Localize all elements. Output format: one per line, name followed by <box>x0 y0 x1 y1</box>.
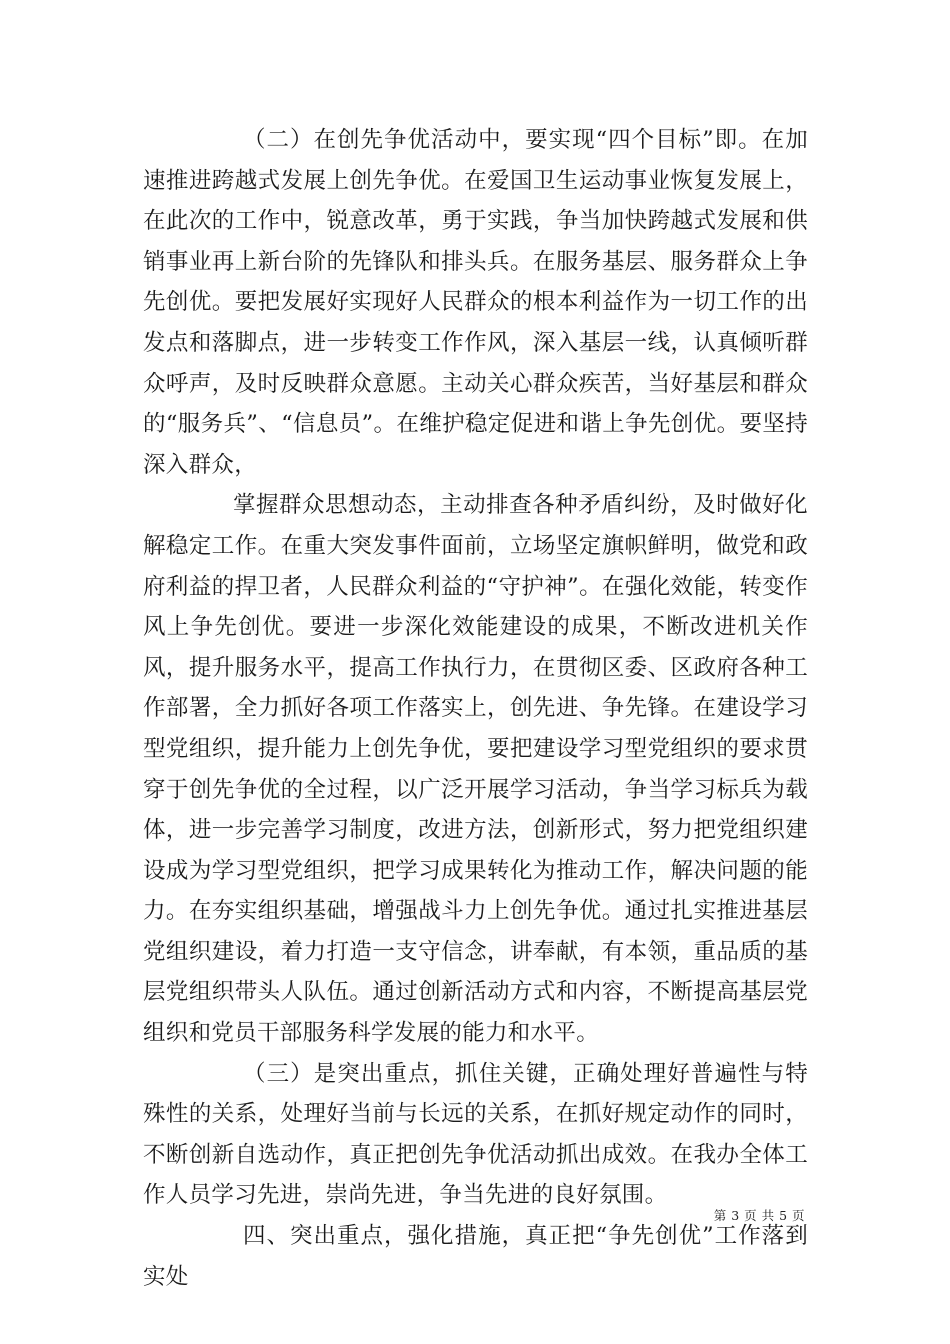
paragraph-continuation: 掌握群众思想动态，主动排查各种矛盾纠纷，及时做好化解稳定工作。在重大突发事件面前，立场坚定旗帜鲜明，做党和政府利益的捍卫者，人民群众利益的“守护神”。在强化效能，转变作风上争先创优。要进一步深化效能建设的成果，不断改进机关作风，提升服务水平，提高工作执行力，在贯彻区委、区政府各种工作部署，全力抓好各项工作落实上，创先进、争先锋。在建设学习型党组织，提升能力上创先争优，要把建设学习型党组织的要求贯穿于创先争优的全过程，以广泛开展学习活动，争当学习标兵为载体，进一步完善学习制度，改进方法，创新形式，努力把党组织建设成为学习型党组织，把学习成果转化为推动工作，解决问题的能力。在夯实组织基础，增强战斗力上创先争优。通过扎实推进基层党组织建设，着力打造一支守信念，讲奉献，有本领，重品质的基层党组织带头人队伍。通过创新活动方式和内容，不断提高基层党组织和党员干部服务科学发展的能力和水平。 <box>143 492 808 1047</box>
document-body <box>143 120 808 1297</box>
paragraph-section-two: （二）在创先争优活动中，要实现“四个目标”即。在加速推进跨越式发展上创先争优。在爱国卫生运动事业恢复发展上，在此次的工作中，锐意改革，勇于实践，争当加快跨越式发展和供销事业再上新台阶的先锋队和排头兵。在服务基层、服务群众上争先创优。要把发展好实现好人民群众的根本利益作为一切工作的出发点和落脚点，进一步转变工作作风，深入基层一线，认真倾听群众呼声，及时反映群众意愿。主动关心群众疾苦，当好基层和群众的“服务兵”、“信息员”。在维护稳定促进和谐上争先创优。要坚持深入群众， <box>143 127 808 478</box>
paragraph-section-three: （三）是突出重点，抓住关键，正确处理好普遍性与特殊性的关系，处理好当前与长远的关系，在抓好规定动作的同时，不断创新自选动作，真正把创先争优活动抓出成效。在我办全体工作人员学习先进，崇尚先进，争当先进的良好氛围。 <box>143 1060 808 1209</box>
paragraph-section-four-heading: 四、突出重点，强化措施，真正把“争先创优”工作落到实处 <box>143 1223 808 1290</box>
page-number-footer: 第 3 页 共 5 页 <box>713 1208 805 1223</box>
